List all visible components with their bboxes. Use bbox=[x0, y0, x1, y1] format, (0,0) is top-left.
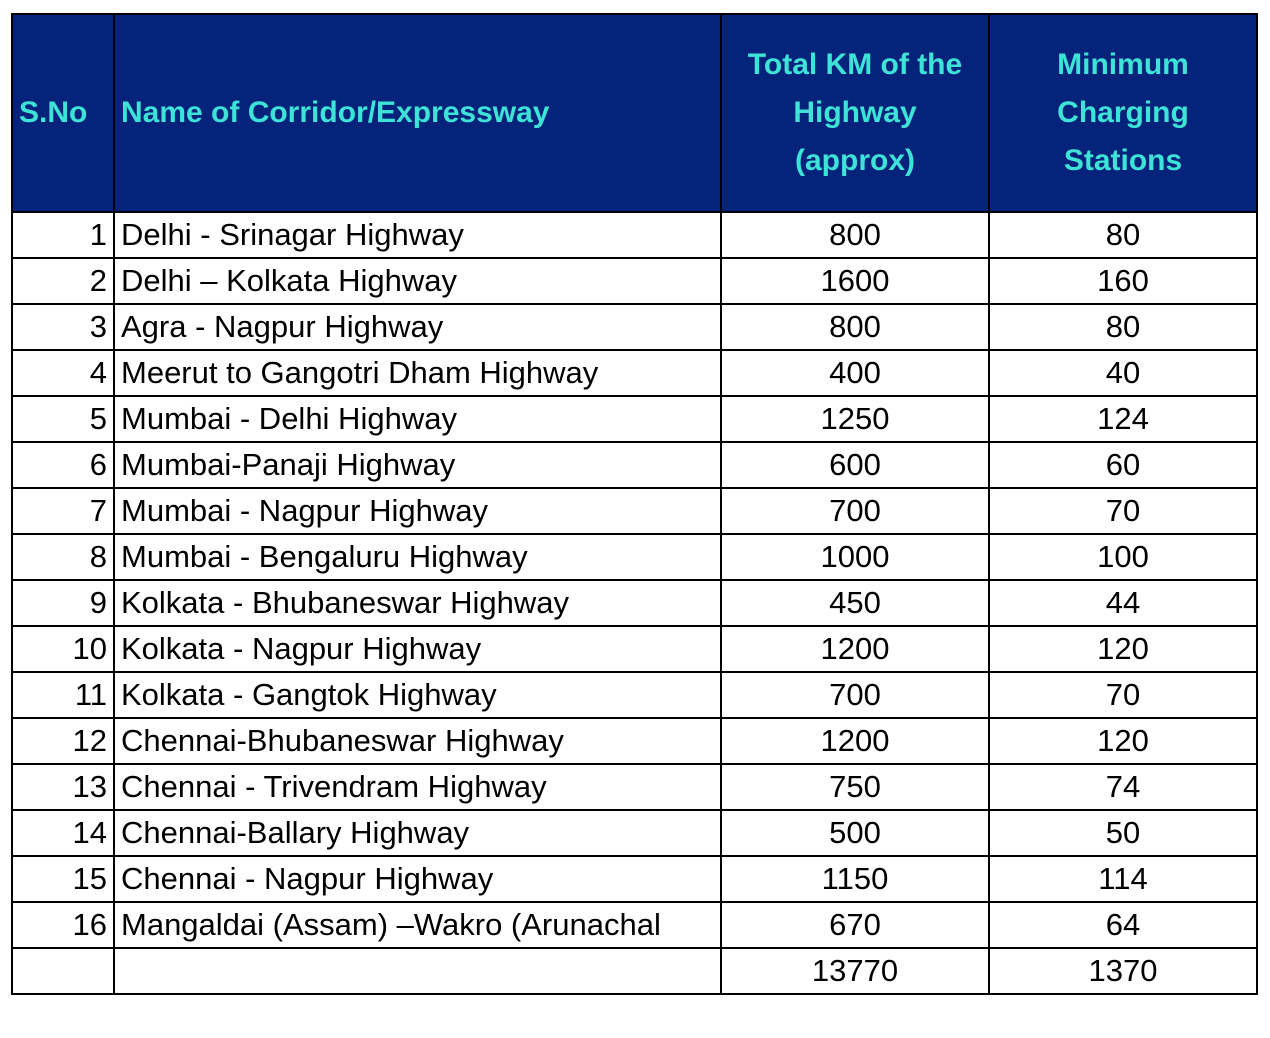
cell-sno: 9 bbox=[12, 580, 114, 626]
cell-min-stations: 124 bbox=[989, 396, 1257, 442]
cell-min-stations: 74 bbox=[989, 764, 1257, 810]
table-row bbox=[12, 856, 1257, 902]
cell-min-stations: 40 bbox=[989, 350, 1257, 396]
header-total-km bbox=[721, 14, 989, 212]
table-row bbox=[12, 672, 1257, 718]
cell-corridor-name: Meerut to Gangotri Dham Highway bbox=[114, 350, 721, 396]
cell-min-stations: 100 bbox=[989, 534, 1257, 580]
cell-corridor-name: Delhi – Kolkata Highway bbox=[114, 258, 721, 304]
cell-min-stations: 70 bbox=[989, 672, 1257, 718]
cell-sno: 11 bbox=[12, 672, 114, 718]
cell-total-km: 1200 bbox=[721, 718, 989, 764]
table-row bbox=[12, 442, 1257, 488]
table-row bbox=[12, 810, 1257, 856]
cell-sno bbox=[12, 948, 114, 994]
table-row bbox=[12, 626, 1257, 672]
cell-total-km: 600 bbox=[721, 442, 989, 488]
cell-min-stations: 60 bbox=[989, 442, 1257, 488]
cell-sno: 6 bbox=[12, 442, 114, 488]
cell-total-km: 670 bbox=[721, 902, 989, 948]
cell-corridor-name: Delhi - Srinagar Highway bbox=[114, 212, 721, 258]
cell-corridor-name: Chennai - Nagpur Highway bbox=[114, 856, 721, 902]
cell-corridor-name: Kolkata - Nagpur Highway bbox=[114, 626, 721, 672]
header-total-km-line: (approx) bbox=[795, 144, 915, 177]
table-row bbox=[12, 212, 1257, 258]
header-name: Name of Corridor/Expressway bbox=[114, 14, 721, 212]
table-row bbox=[12, 304, 1257, 350]
cell-corridor-name: Kolkata - Gangtok Highway bbox=[114, 672, 721, 718]
cell-total-km: 700 bbox=[721, 672, 989, 718]
cell-corridor-name: Chennai-Ballary Highway bbox=[114, 810, 721, 856]
cell-corridor-name: Mumbai - Bengaluru Highway bbox=[114, 534, 721, 580]
cell-total-km: 1250 bbox=[721, 396, 989, 442]
header-row bbox=[12, 14, 1257, 212]
table-row bbox=[12, 580, 1257, 626]
cell-total-km: 13770 bbox=[721, 948, 989, 994]
cell-sno: 8 bbox=[12, 534, 114, 580]
cell-sno: 2 bbox=[12, 258, 114, 304]
table-row bbox=[12, 718, 1257, 764]
table-row bbox=[12, 902, 1257, 948]
cell-corridor-name: Chennai - Trivendram Highway bbox=[114, 764, 721, 810]
table-row bbox=[12, 764, 1257, 810]
cell-min-stations: 120 bbox=[989, 626, 1257, 672]
cell-corridor-name: Kolkata - Bhubaneswar Highway bbox=[114, 580, 721, 626]
cell-total-km: 450 bbox=[721, 580, 989, 626]
cell-corridor-name: Agra - Nagpur Highway bbox=[114, 304, 721, 350]
cell-total-km: 1600 bbox=[721, 258, 989, 304]
cell-total-km: 800 bbox=[721, 212, 989, 258]
table-body bbox=[12, 212, 1257, 994]
cell-sno: 12 bbox=[12, 718, 114, 764]
cell-sno: 1 bbox=[12, 212, 114, 258]
cell-sno: 16 bbox=[12, 902, 114, 948]
cell-min-stations: 44 bbox=[989, 580, 1257, 626]
cell-min-stations: 80 bbox=[989, 212, 1257, 258]
cell-sno: 5 bbox=[12, 396, 114, 442]
header-total-km-line: Total KM of the bbox=[747, 48, 963, 81]
cell-sno: 14 bbox=[12, 810, 114, 856]
cell-sno: 15 bbox=[12, 856, 114, 902]
cell-total-km: 800 bbox=[721, 304, 989, 350]
header-min-stations-line: Stations bbox=[1063, 144, 1183, 177]
header-sno: S.No bbox=[12, 14, 114, 212]
cell-total-km: 500 bbox=[721, 810, 989, 856]
table-row bbox=[12, 396, 1257, 442]
header-min-stations-line: Charging bbox=[1057, 96, 1189, 129]
cell-min-stations: 50 bbox=[989, 810, 1257, 856]
cell-sno: 13 bbox=[12, 764, 114, 810]
cell-total-km: 400 bbox=[721, 350, 989, 396]
cell-total-km: 750 bbox=[721, 764, 989, 810]
cell-corridor-name bbox=[114, 948, 721, 994]
table-row bbox=[12, 534, 1257, 580]
table-row bbox=[12, 258, 1257, 304]
cell-total-km: 1200 bbox=[721, 626, 989, 672]
cell-min-stations: 114 bbox=[989, 856, 1257, 902]
cell-sno: 4 bbox=[12, 350, 114, 396]
cell-total-km: 700 bbox=[721, 488, 989, 534]
header-total-km-line: Highway bbox=[793, 96, 917, 129]
header-min-stations bbox=[989, 14, 1257, 212]
table-row bbox=[12, 488, 1257, 534]
cell-corridor-name: Mumbai - Nagpur Highway bbox=[114, 488, 721, 534]
cell-corridor-name: Mumbai - Delhi Highway bbox=[114, 396, 721, 442]
cell-min-stations: 1370 bbox=[989, 948, 1257, 994]
corridor-table bbox=[11, 13, 1258, 995]
total-row bbox=[12, 948, 1257, 994]
header-min-stations-line: Minimum bbox=[1057, 48, 1189, 81]
cell-min-stations: 160 bbox=[989, 258, 1257, 304]
cell-min-stations: 120 bbox=[989, 718, 1257, 764]
cell-corridor-name: Mumbai-Panaji Highway bbox=[114, 442, 721, 488]
cell-sno: 3 bbox=[12, 304, 114, 350]
cell-min-stations: 80 bbox=[989, 304, 1257, 350]
cell-min-stations: 64 bbox=[989, 902, 1257, 948]
cell-sno: 10 bbox=[12, 626, 114, 672]
cell-sno: 7 bbox=[12, 488, 114, 534]
cell-total-km: 1000 bbox=[721, 534, 989, 580]
cell-min-stations: 70 bbox=[989, 488, 1257, 534]
table-row bbox=[12, 350, 1257, 396]
cell-corridor-name: Mangaldai (Assam) –Wakro (Arunachal bbox=[114, 902, 721, 948]
cell-corridor-name: Chennai-Bhubaneswar Highway bbox=[114, 718, 721, 764]
cell-total-km: 1150 bbox=[721, 856, 989, 902]
